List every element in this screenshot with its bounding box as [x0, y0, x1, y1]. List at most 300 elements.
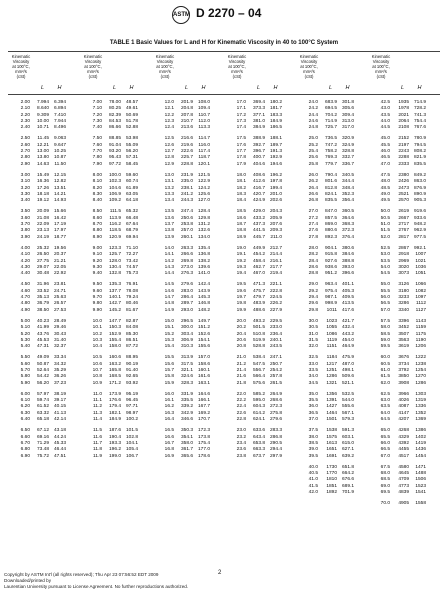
viscosity-value: 18.8	[236, 228, 246, 234]
L-value: 462.7	[252, 264, 265, 270]
H-value: 132.6	[197, 228, 210, 234]
viscosity-value: 18.2	[236, 185, 246, 191]
L-value: 653.8	[252, 440, 265, 446]
viscosity-value: 46.0	[380, 149, 390, 155]
viscosity-value: 28.4	[308, 258, 318, 264]
L-value: 324.6	[180, 374, 193, 380]
row-block	[152, 209, 224, 240]
L-value: 643.4	[252, 434, 265, 440]
row-block	[224, 246, 296, 277]
viscosity-value: 9.20	[92, 258, 102, 264]
viscosity-value: 66.0	[380, 440, 390, 446]
L-value: 429.0	[252, 209, 265, 215]
L-value: 33.52	[36, 288, 49, 294]
viscosity-value: 52.0	[380, 234, 390, 240]
H-value: 1336	[415, 404, 426, 410]
table-row	[368, 235, 440, 241]
viscosity-value: 8.20	[92, 185, 102, 191]
viscosity-value: 10.0	[92, 318, 102, 324]
H-value: 1254	[415, 367, 426, 373]
L-value: 102.3	[108, 179, 121, 185]
L-value: 1023	[326, 318, 337, 324]
H-value: 821.9	[413, 155, 426, 161]
L-value: 585.2	[252, 391, 265, 397]
H-value: 155.6	[197, 344, 210, 350]
L-value: 1892	[326, 490, 337, 496]
viscosity-value: 26.2	[308, 179, 318, 185]
H-value: 158.6	[197, 361, 210, 367]
L-value: 3676	[398, 355, 409, 361]
H-value: 120.1	[197, 161, 210, 167]
H-value: 1541	[415, 490, 426, 496]
H-value: 627.1	[341, 447, 354, 453]
viscosity-value: 21.0	[236, 355, 246, 361]
H-value: 15.66	[53, 209, 66, 215]
L-value: 350.3	[180, 428, 193, 434]
H-value: 114.7	[198, 136, 210, 142]
viscosity-value: 16.7	[164, 440, 174, 446]
H-value: 33.34	[53, 355, 66, 361]
L-value: 1810	[326, 477, 337, 483]
viscosity-value: 35.0	[308, 391, 318, 397]
H-value: 413.5	[341, 301, 354, 307]
viscosity-value: 3.50	[20, 209, 30, 215]
L-value: 310.3	[180, 344, 193, 350]
viscosity-value: 16.0	[164, 391, 174, 397]
viscosity-value: 36.5	[308, 410, 318, 416]
viscosity-value: 20.2	[236, 325, 246, 331]
L-value: 1691	[326, 453, 337, 459]
L-value: 1575	[326, 434, 337, 440]
footer-line-1: Copyright by ASTM Int'l (all rights reserved); Thu Apr 23 07:56:52 EDT 2009	[4, 572, 159, 577]
H-value: 221.1	[269, 282, 282, 288]
viscosity-value: 4.60	[20, 288, 30, 294]
viscosity-value: 9.70	[92, 295, 102, 301]
viscosity-value: 7.80	[92, 155, 102, 161]
H-value: 160.1	[197, 367, 210, 373]
kinematic-viscosity-header	[80, 52, 106, 94]
column-group	[80, 95, 152, 508]
viscosity-value: 25.2	[308, 142, 318, 148]
header-line: (cSt)	[376, 74, 386, 79]
viscosity-value: 29.2	[308, 288, 318, 294]
L-value: 23.13	[36, 228, 49, 234]
viscosity-value: 11.7	[93, 440, 102, 446]
viscosity-value: 14.1	[164, 252, 174, 258]
L-value: 3126	[398, 282, 409, 288]
viscosity-value: 11.9	[93, 453, 102, 459]
H-value: 12.15	[53, 172, 66, 178]
table-row	[368, 271, 440, 277]
L-value: 210.7	[180, 118, 193, 124]
viscosity-value: 15.3	[164, 337, 174, 343]
L-value: 88.85	[108, 136, 121, 142]
L-value: 346.6	[180, 417, 193, 423]
H-value: 166.1	[197, 398, 210, 404]
L-value: 2473	[398, 185, 409, 191]
document-header	[0, 0, 448, 34]
table-row	[296, 198, 368, 204]
H-value: 1051	[415, 271, 426, 277]
row-block	[296, 355, 368, 386]
row-block	[80, 136, 152, 167]
L-value: 3233	[398, 295, 409, 301]
table-row	[296, 162, 368, 168]
H-value: 52.88	[125, 125, 138, 131]
viscosity-value: 45.5	[380, 142, 390, 148]
L-value: 1011	[326, 307, 337, 313]
L-value: 56.20	[36, 380, 49, 386]
L-value: 296.5	[180, 318, 193, 324]
H-value: 35.29	[53, 367, 66, 373]
L-value: 78.00	[108, 100, 121, 105]
viscosity-value: 31.5	[308, 337, 318, 343]
viscosity-value: 23.2	[236, 434, 246, 440]
viscosity-value: 19.3	[236, 264, 246, 270]
row-block	[368, 136, 440, 167]
L-value: 130.4	[108, 264, 121, 270]
document-id: D 2270 – 04	[196, 6, 262, 20]
H-value: 199.4	[269, 185, 282, 191]
H-value: 56.20	[125, 149, 138, 155]
L-value: 4392	[398, 440, 409, 446]
L-value: 97.72	[108, 161, 121, 167]
L-value: 1391	[326, 398, 337, 404]
H-value: 98.97	[125, 410, 138, 416]
viscosity-value: 15.4	[164, 344, 174, 350]
L-value: 998.9	[324, 301, 337, 307]
table-row	[296, 308, 368, 314]
header-line: Viscosity	[300, 59, 318, 64]
L-value: 213.6	[180, 125, 193, 131]
viscosity-value: 3.90	[20, 234, 30, 240]
viscosity-value: 17.1	[236, 106, 246, 112]
viscosity-value: 6.80	[20, 447, 30, 453]
viscosity-value: 2.80	[20, 155, 30, 161]
H-value: 6.394	[53, 100, 66, 105]
viscosity-value: 13.6	[164, 215, 174, 221]
L-value: 207.8	[180, 112, 193, 118]
L-value: 790.4	[324, 172, 337, 178]
L-value: 18.18	[36, 191, 49, 197]
H-value: 919.6	[413, 209, 426, 215]
viscosity-value: 56.5	[380, 301, 390, 307]
viscosity-value: 4.40	[20, 271, 30, 277]
L-value: 21.08	[36, 215, 49, 221]
table-row	[224, 198, 296, 204]
L-value: 16.36	[36, 179, 49, 185]
viscosity-value: 12.6	[164, 142, 174, 148]
row-block	[152, 355, 224, 386]
row-block	[368, 465, 440, 496]
header-line: (cSt)	[160, 74, 170, 79]
viscosity-value: 5.90	[20, 380, 30, 386]
table-row	[8, 271, 80, 277]
row-block	[368, 209, 440, 240]
viscosity-value: 57.5	[380, 318, 390, 324]
table-row	[224, 125, 296, 131]
viscosity-value: 60.5	[380, 361, 390, 367]
H-value: 651.8	[341, 464, 354, 470]
H-value: 876.9	[413, 185, 426, 191]
viscosity-value: 8.00	[92, 172, 102, 178]
table-row	[152, 162, 224, 168]
L-value: 335.5	[180, 398, 193, 404]
L-value: 1055	[326, 325, 337, 331]
L-value: 358.0	[180, 440, 193, 446]
H-value: 127.0	[197, 198, 210, 204]
H-value: 25.63	[53, 295, 66, 301]
L-value: 59.74	[36, 398, 49, 404]
L-value: 120.9	[108, 234, 121, 240]
L-value: 190.4	[108, 434, 121, 440]
viscosity-value: 22.6	[236, 410, 246, 416]
row-block	[368, 319, 440, 350]
H-value: 13.51	[53, 185, 66, 191]
L-value: 13.80	[36, 155, 49, 161]
L-value: 2380	[398, 172, 409, 178]
viscosity-value: 41.0	[308, 477, 318, 483]
L-value: 458.4	[252, 258, 265, 264]
table-row	[8, 162, 80, 168]
L-value: 150.3	[108, 325, 121, 331]
table-row	[368, 381, 440, 387]
H-value: 191.3	[269, 149, 282, 155]
viscosity-value: 16.6	[164, 434, 174, 440]
row-block	[8, 355, 80, 386]
H-value: 108.0	[197, 100, 210, 105]
row-block	[224, 392, 296, 423]
H-value: 676.6	[341, 477, 354, 483]
H-value: 186.5	[269, 125, 282, 131]
viscosity-value: 14.0	[164, 245, 174, 251]
H-header: H	[417, 85, 422, 91]
viscosity-value: 19.5	[236, 282, 246, 288]
L-value: 869.0	[324, 222, 337, 228]
header-line: at 100°C,	[372, 64, 390, 69]
table-title: TABLE 1 Basic Values for L and H for Kinematic Viscosity in 40 to 100°C System	[109, 40, 339, 46]
L-value: 263.3	[180, 245, 193, 251]
viscosity-value: 2.70	[20, 149, 30, 155]
L-value: 216.6	[180, 136, 193, 142]
table-column-headers	[8, 51, 440, 95]
H-value: 74.57	[125, 264, 138, 270]
viscosity-value: 27.2	[308, 215, 318, 221]
H-value: 47.51	[53, 453, 66, 459]
viscosity-value: 3.40	[20, 198, 30, 204]
table-row	[224, 344, 296, 350]
L-value: 769.3	[324, 155, 337, 161]
H-value: 1159	[415, 325, 426, 331]
viscosity-value: 30.0	[308, 318, 318, 324]
L-value: 61.52	[36, 404, 49, 410]
viscosity-value: 2.50	[20, 136, 30, 142]
L-value: 1217	[326, 361, 337, 367]
viscosity-value: 18.7	[236, 222, 246, 228]
L-value: 857.5	[324, 215, 337, 221]
H-value: 1143	[415, 318, 426, 324]
table-row	[152, 417, 224, 423]
L-value: 65.18	[36, 417, 49, 423]
row-block	[368, 246, 440, 277]
L-value: 2570	[398, 198, 409, 204]
L-value: 38.50	[36, 307, 49, 313]
table-row	[224, 417, 296, 423]
H-value: 92.65	[125, 374, 138, 380]
L-value: 1286	[326, 374, 337, 380]
row-block	[152, 282, 224, 313]
L-value: 1356	[326, 391, 337, 397]
table-row	[8, 125, 80, 131]
viscosity-value: 24.4	[308, 112, 318, 118]
H-value: 250.7	[269, 361, 282, 367]
L-value: 247.4	[180, 209, 193, 215]
L-value: 20.09	[36, 209, 49, 215]
H-value: 141.0	[197, 271, 210, 277]
viscosity-value: 3.70	[20, 222, 30, 228]
H-value: 14.21	[53, 191, 66, 197]
L-value: 173.9	[108, 391, 121, 397]
viscosity-value: 7.70	[92, 149, 102, 155]
L-value: 1086	[326, 331, 337, 337]
row-block	[296, 100, 368, 131]
L-value: 396.7	[252, 149, 265, 155]
H-value: 348.4	[341, 185, 354, 191]
H-value: 163.1	[197, 380, 210, 386]
row-block	[224, 282, 296, 313]
kinematic-viscosity-header	[224, 52, 250, 94]
L-value: 2021	[398, 112, 409, 118]
L-value: 449.9	[252, 245, 265, 251]
viscosity-value: 31.0	[308, 331, 318, 337]
L-value: 279.6	[180, 282, 193, 288]
table-row	[152, 308, 224, 314]
viscosity-value: 3.20	[20, 185, 30, 191]
viscosity-value: 42.0	[308, 490, 318, 496]
viscosity-value: 11.8	[93, 447, 102, 453]
H-value: 1454	[415, 453, 426, 459]
L-value: 260.1	[180, 234, 193, 240]
L-value: 3507	[398, 331, 409, 337]
L-value: 1651	[326, 447, 337, 453]
table-row	[80, 235, 152, 241]
L-value: 400.7	[252, 155, 265, 161]
L-value: 4517	[398, 453, 409, 459]
L-value: 528.8	[252, 344, 265, 350]
L-value: 286.4	[180, 295, 193, 301]
L-value: 187.6	[108, 428, 121, 434]
row-block	[8, 173, 80, 204]
viscosity-value: 59.0	[380, 337, 390, 343]
viscosity-value: 34.0	[308, 374, 318, 380]
L-value: 847.0	[324, 209, 337, 215]
row-block	[224, 428, 296, 459]
viscosity-value: 26.8	[308, 198, 318, 204]
H-header: H	[273, 85, 278, 91]
L-value: 3792	[398, 367, 409, 373]
H-value: 178.6	[197, 453, 210, 459]
H-value: 1488	[415, 471, 426, 477]
L-value: 29.07	[36, 264, 49, 270]
H-value: 257.8	[269, 374, 282, 380]
H-value: 294.4	[269, 447, 282, 453]
H-value: 82.87	[125, 318, 138, 324]
column-group	[368, 95, 440, 508]
viscosity-value: 38.0	[308, 434, 318, 440]
viscosity-value: 24.2	[308, 106, 318, 112]
H-value: 1066	[415, 282, 426, 288]
H-value: 46.44	[53, 447, 66, 453]
L-value: 2243	[398, 149, 409, 155]
table-row	[80, 381, 152, 387]
L-value: 892.3	[324, 234, 337, 240]
L-value: 479.7	[252, 295, 265, 301]
table-row	[152, 198, 224, 204]
viscosity-value: 39.5	[308, 453, 318, 459]
L-value: 927.6	[324, 258, 337, 264]
H-value: 75.73	[125, 271, 138, 277]
H-value: 1319	[415, 398, 426, 404]
H-value: 151.2	[197, 325, 210, 331]
viscosity-value: 17.6	[236, 142, 246, 148]
row-block	[152, 392, 224, 423]
viscosity-value: 10.5	[92, 355, 102, 361]
H-value: 1286	[415, 380, 426, 386]
viscosity-value: 16.4	[164, 417, 174, 423]
H-value: 639.2	[341, 453, 354, 459]
table-row	[296, 344, 368, 350]
viscosity-value: 26.0	[308, 172, 318, 178]
H-value: 78.08	[125, 288, 138, 294]
viscosity-value: 67.5	[380, 464, 390, 470]
viscosity-value: 12.4	[164, 125, 174, 131]
H-value: 1222	[415, 355, 426, 361]
L-value: 673.7	[252, 453, 265, 459]
L-value: 975.4	[324, 288, 337, 294]
viscosity-value: 15.6	[164, 361, 174, 367]
H-value: 544.0	[341, 398, 354, 404]
table-row	[224, 162, 296, 168]
H-value: 603.1	[341, 434, 354, 440]
H-value: 615.0	[341, 440, 354, 446]
H-value: 1082	[415, 288, 426, 294]
L-value: 3340	[398, 307, 409, 313]
L-value: 4580	[398, 464, 409, 470]
H-value: 124.2	[197, 185, 210, 191]
H-value: 183.3	[269, 112, 282, 118]
H-value: 794.5	[413, 142, 426, 148]
viscosity-value: 8.60	[92, 215, 102, 221]
H-value: 34.32	[53, 361, 66, 367]
H-value: 380.6	[341, 245, 354, 251]
H-value: 728.2	[413, 106, 426, 112]
H-value: 67.64	[125, 222, 138, 228]
H-value: 405.3	[341, 288, 354, 294]
viscosity-value: 15.8	[164, 374, 174, 380]
H-value: 19.56	[53, 245, 66, 251]
L-value: 987.1	[324, 295, 337, 301]
L-value: 321.1	[180, 367, 193, 373]
H-value: 204.3	[269, 209, 282, 215]
viscosity-value: 68.5	[380, 477, 390, 483]
header-line: (cSt)	[16, 74, 26, 79]
L-value: 3563	[398, 337, 409, 343]
H-value: 192.9	[269, 155, 282, 161]
L-value: 1464	[326, 410, 337, 416]
L-value: 160.6	[108, 355, 121, 361]
L-value: 147.7	[108, 318, 121, 324]
viscosity-value: 3.60	[20, 215, 30, 221]
